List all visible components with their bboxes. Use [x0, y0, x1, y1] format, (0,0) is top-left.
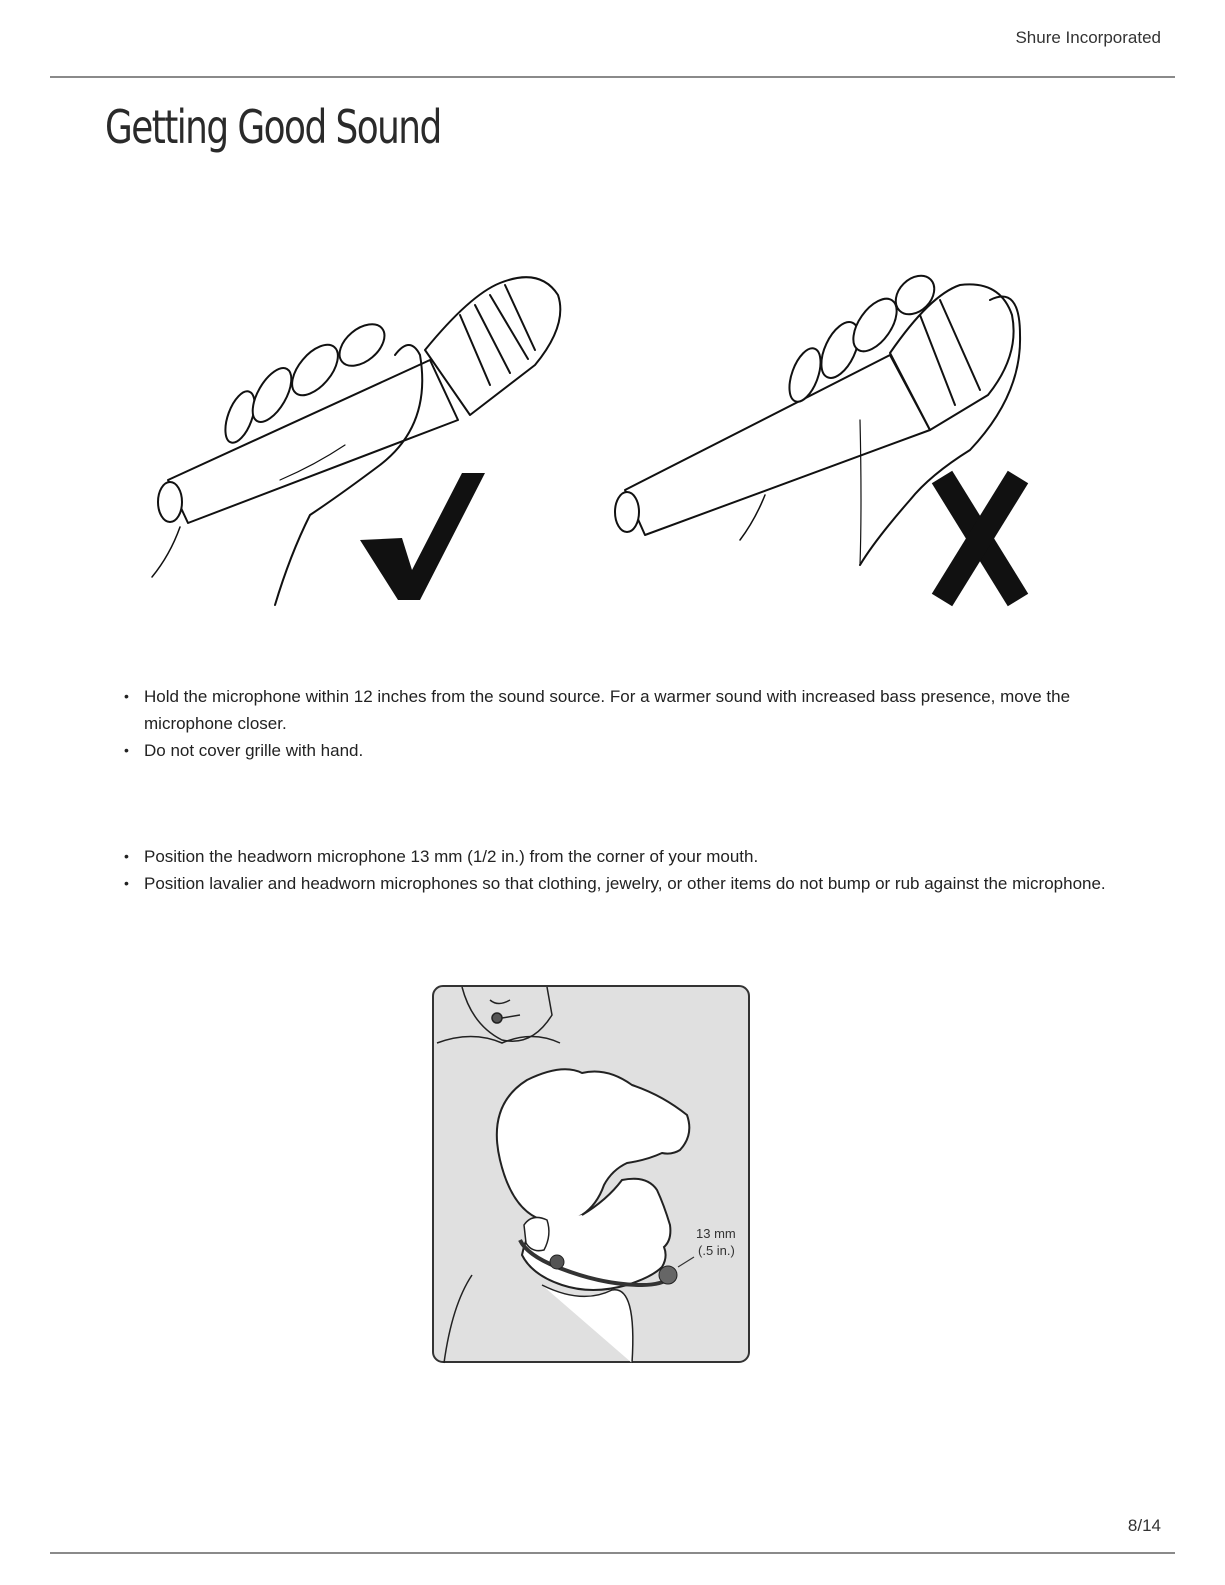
- header-company-name: Shure Incorporated: [1015, 28, 1161, 47]
- page-number: 8/14: [1127, 1516, 1161, 1535]
- headset-capsule: [659, 1266, 677, 1284]
- list-item: • Position the headworn microphone 13 mm (1/2 in.) from the corner of your mouth.: [120, 843, 1110, 870]
- distance-label-line1: 13 mm: [696, 1226, 736, 1241]
- headworn-placement-illustration: [432, 985, 752, 1365]
- distance-label-line2: (.5 in.): [698, 1243, 735, 1258]
- x-icon: [942, 477, 1018, 600]
- list-item: • Hold the microphone within 12 inches from the sound source. For a warmer sound with increased bass presence, move the microphone closer.: [120, 683, 1110, 737]
- header-divider: [50, 76, 1175, 78]
- list-item: • Do not cover grille with hand.: [120, 737, 1110, 764]
- headset-earpiece: [550, 1255, 564, 1269]
- check-icon: [360, 473, 485, 600]
- headworn-tips-list: [120, 843, 1110, 897]
- handheld-grip-illustration: [140, 255, 1050, 620]
- correct-grip-figure: [152, 277, 560, 605]
- list-item: • Position lavalier and headworn microphones so that clothing, jewelry, or other items do not bump or rub against the microphone.: [120, 870, 1110, 897]
- ear-shape: [524, 1217, 549, 1250]
- footer-divider: [50, 1552, 1175, 1554]
- page-title: Getting Good Sound: [105, 100, 441, 154]
- handheld-tips-list: [120, 683, 1110, 764]
